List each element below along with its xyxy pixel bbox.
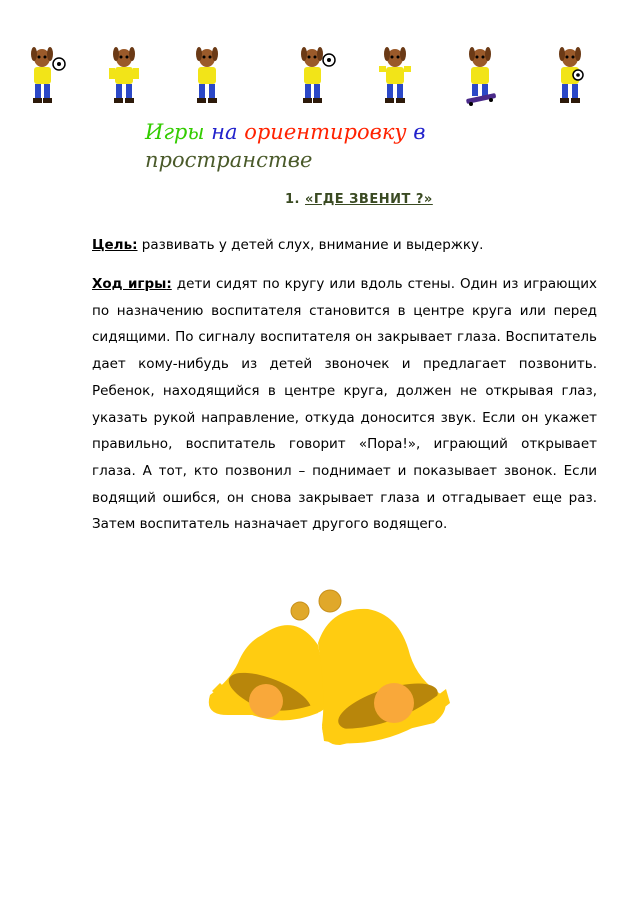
left-bell [209,602,328,726]
dog-mascot-icon [373,44,417,108]
goal-label: Цель: [92,237,138,253]
process-label: Ход игры [92,276,167,292]
title-word-in: в [413,120,426,144]
process-label-colon: : [166,276,172,292]
title-word-space: пространстве [145,148,313,172]
title-word-on: на [211,120,238,144]
dog-mascot-skate-icon [458,44,502,108]
dog-mascot-icon [102,44,146,108]
process-paragraph [92,271,597,538]
dog-mascot-icon [185,44,229,108]
page-title [145,118,505,174]
game-heading [285,192,433,207]
goal-text: развивать у детей слух, внимание и выдержку. [137,237,484,253]
game-name: «ГДЕ ЗВЕНИТ ?» [305,192,433,207]
dog-mascot-ball-icon [292,44,336,108]
bells-icon [200,585,460,755]
right-bell [318,590,450,745]
dog-mascot-ball-icon [548,44,592,108]
goal-paragraph [92,235,598,255]
process-text: дети сидят по кругу или вдоль стены. Один из играющих по назначению воспитателя становится в центре круга или перед сидящими. По сигналу воспитателя он закрывает глаза. Воспитатель дает кому-нибудь из детей звоночек и предлагает позвонить. Ребенок, находящийся в центре круга, должен не открывая глаз, указать рукой направление, откуда доносится звук. Если он укажет правильно, воспитатель говорит «Пора!», играющий открывает глаза. А тот, кто позвонил – поднимает и показывает звонок. Если водящий ошибся, он снова закрывает глаза и отгадывает еще раз. Затем воспитатель назначает другого водящего. [92,276,597,533]
title-word-orientation: ориентировку [244,120,407,144]
mascot-row [0,44,640,110]
dog-mascot-ball-icon [22,44,66,108]
game-number: 1. [285,192,300,207]
title-word-games: Игры [145,120,205,144]
